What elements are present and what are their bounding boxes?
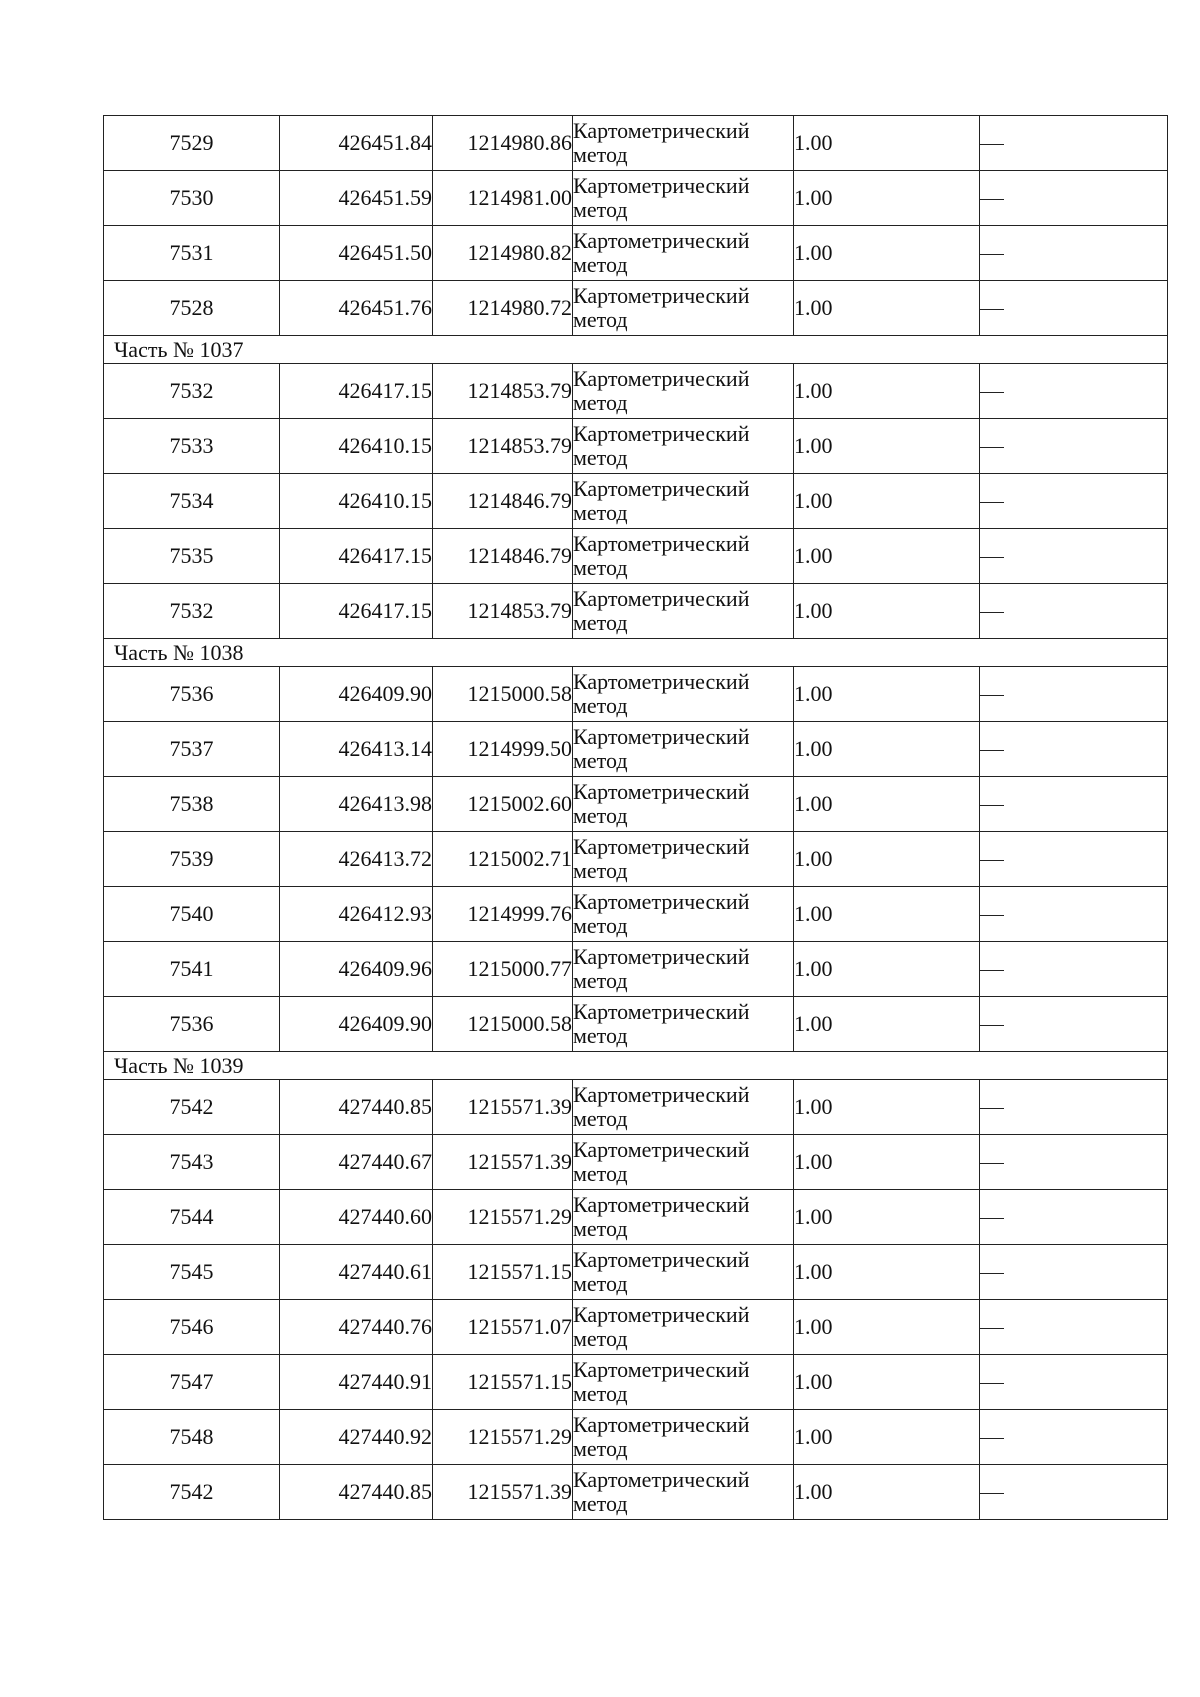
y-coordinate-cell: 1215000.58 <box>433 667 573 722</box>
y-coordinate-cell: 1215000.58 <box>433 997 573 1052</box>
point-number-cell: 7528 <box>104 281 280 336</box>
method-cell: Картометрический метод <box>573 1190 794 1245</box>
method-cell: Картометрический метод <box>573 116 794 171</box>
y-coordinate-cell: 1215571.15 <box>433 1355 573 1410</box>
description-cell <box>980 1245 1168 1300</box>
description-cell <box>980 942 1168 997</box>
table-row <box>104 584 1168 639</box>
point-number-cell: 7544 <box>104 1190 280 1245</box>
accuracy-cell: 1.00 <box>794 419 980 474</box>
dash-mark <box>980 970 1004 971</box>
x-coordinate-cell: 427440.67 <box>280 1135 433 1190</box>
description-cell <box>980 1410 1168 1465</box>
dash-mark <box>980 199 1004 200</box>
coordinates-table <box>103 115 1168 1520</box>
x-coordinate-cell: 426417.15 <box>280 529 433 584</box>
method-cell: Картометрический метод <box>573 226 794 281</box>
y-coordinate-cell: 1215571.39 <box>433 1080 573 1135</box>
description-cell <box>980 281 1168 336</box>
y-coordinate-cell: 1214999.50 <box>433 722 573 777</box>
y-coordinate-cell: 1215571.15 <box>433 1245 573 1300</box>
method-cell: Картометрический метод <box>573 529 794 584</box>
point-number-cell: 7533 <box>104 419 280 474</box>
y-coordinate-cell: 1214846.79 <box>433 474 573 529</box>
description-cell <box>980 474 1168 529</box>
accuracy-cell: 1.00 <box>794 1190 980 1245</box>
table-row <box>104 1190 1168 1245</box>
description-cell <box>980 529 1168 584</box>
x-coordinate-cell: 426451.59 <box>280 171 433 226</box>
accuracy-cell: 1.00 <box>794 942 980 997</box>
accuracy-cell: 1.00 <box>794 529 980 584</box>
point-number-cell: 7529 <box>104 116 280 171</box>
point-number-cell: 7530 <box>104 171 280 226</box>
method-cell: Картометрический метод <box>573 1465 794 1520</box>
dash-mark <box>980 915 1004 916</box>
table-row <box>104 529 1168 584</box>
table-row <box>104 1245 1168 1300</box>
x-coordinate-cell: 426413.72 <box>280 832 433 887</box>
point-number-cell: 7542 <box>104 1465 280 1520</box>
description-cell <box>980 1300 1168 1355</box>
y-coordinate-cell: 1215571.39 <box>433 1135 573 1190</box>
method-cell: Картометрический метод <box>573 474 794 529</box>
method-cell: Картометрический метод <box>573 942 794 997</box>
y-coordinate-cell: 1215002.71 <box>433 832 573 887</box>
x-coordinate-cell: 426409.90 <box>280 667 433 722</box>
description-cell <box>980 584 1168 639</box>
description-cell <box>980 667 1168 722</box>
part-header-row <box>104 639 1168 667</box>
x-coordinate-cell: 426413.14 <box>280 722 433 777</box>
y-coordinate-cell: 1214980.72 <box>433 281 573 336</box>
description-cell <box>980 116 1168 171</box>
x-coordinate-cell: 426410.15 <box>280 419 433 474</box>
description-cell <box>980 832 1168 887</box>
dash-mark <box>980 1108 1004 1109</box>
point-number-cell: 7537 <box>104 722 280 777</box>
accuracy-cell: 1.00 <box>794 281 980 336</box>
description-cell <box>980 171 1168 226</box>
method-cell: Картометрический метод <box>573 281 794 336</box>
accuracy-cell: 1.00 <box>794 997 980 1052</box>
table-row <box>104 419 1168 474</box>
point-number-cell: 7539 <box>104 832 280 887</box>
method-cell: Картометрический метод <box>573 832 794 887</box>
accuracy-cell: 1.00 <box>794 1355 980 1410</box>
table-row <box>104 667 1168 722</box>
table-row <box>104 1465 1168 1520</box>
accuracy-cell: 1.00 <box>794 667 980 722</box>
x-coordinate-cell: 426417.15 <box>280 364 433 419</box>
x-coordinate-cell: 427440.92 <box>280 1410 433 1465</box>
x-coordinate-cell: 427440.60 <box>280 1190 433 1245</box>
accuracy-cell: 1.00 <box>794 116 980 171</box>
method-cell: Картометрический метод <box>573 584 794 639</box>
method-cell: Картометрический метод <box>573 1245 794 1300</box>
part-header-row <box>104 1052 1168 1080</box>
table-row <box>104 997 1168 1052</box>
accuracy-cell: 1.00 <box>794 887 980 942</box>
table-row <box>104 226 1168 281</box>
description-cell <box>980 1190 1168 1245</box>
x-coordinate-cell: 426451.84 <box>280 116 433 171</box>
x-coordinate-cell: 427440.61 <box>280 1245 433 1300</box>
x-coordinate-cell: 426417.15 <box>280 584 433 639</box>
dash-mark <box>980 805 1004 806</box>
accuracy-cell: 1.00 <box>794 1410 980 1465</box>
y-coordinate-cell: 1215571.07 <box>433 1300 573 1355</box>
description-cell <box>980 1465 1168 1520</box>
method-cell: Картометрический метод <box>573 667 794 722</box>
dash-mark <box>980 1328 1004 1329</box>
method-cell: Картометрический метод <box>573 1080 794 1135</box>
table-row <box>104 777 1168 832</box>
accuracy-cell: 1.00 <box>794 722 980 777</box>
table-row <box>104 722 1168 777</box>
method-cell: Картометрический метод <box>573 1300 794 1355</box>
accuracy-cell: 1.00 <box>794 364 980 419</box>
y-coordinate-cell: 1215000.77 <box>433 942 573 997</box>
point-number-cell: 7536 <box>104 667 280 722</box>
dash-mark <box>980 750 1004 751</box>
y-coordinate-cell: 1215571.39 <box>433 1465 573 1520</box>
y-coordinate-cell: 1214981.00 <box>433 171 573 226</box>
dash-mark <box>980 309 1004 310</box>
accuracy-cell: 1.00 <box>794 584 980 639</box>
description-cell <box>980 419 1168 474</box>
accuracy-cell: 1.00 <box>794 832 980 887</box>
x-coordinate-cell: 426410.15 <box>280 474 433 529</box>
method-cell: Картометрический метод <box>573 1135 794 1190</box>
y-coordinate-cell: 1215571.29 <box>433 1410 573 1465</box>
point-number-cell: 7546 <box>104 1300 280 1355</box>
y-coordinate-cell: 1215002.60 <box>433 777 573 832</box>
dash-mark <box>980 1218 1004 1219</box>
point-number-cell: 7532 <box>104 584 280 639</box>
description-cell <box>980 887 1168 942</box>
table-row <box>104 1355 1168 1410</box>
y-coordinate-cell: 1215571.29 <box>433 1190 573 1245</box>
method-cell: Картометрический метод <box>573 887 794 942</box>
table-row <box>104 832 1168 887</box>
accuracy-cell: 1.00 <box>794 1080 980 1135</box>
description-cell <box>980 1135 1168 1190</box>
dash-mark <box>980 1025 1004 1026</box>
table-row <box>104 116 1168 171</box>
dash-mark <box>980 1163 1004 1164</box>
table-row <box>104 1410 1168 1465</box>
accuracy-cell: 1.00 <box>794 1245 980 1300</box>
part-label: Часть № 1037 <box>104 336 1168 364</box>
accuracy-cell: 1.00 <box>794 1465 980 1520</box>
dash-mark <box>980 254 1004 255</box>
accuracy-cell: 1.00 <box>794 226 980 281</box>
description-cell <box>980 722 1168 777</box>
method-cell: Картометрический метод <box>573 419 794 474</box>
method-cell: Картометрический метод <box>573 364 794 419</box>
point-number-cell: 7532 <box>104 364 280 419</box>
point-number-cell: 7541 <box>104 942 280 997</box>
description-cell <box>980 997 1168 1052</box>
dash-mark <box>980 392 1004 393</box>
y-coordinate-cell: 1214853.79 <box>433 584 573 639</box>
accuracy-cell: 1.00 <box>794 1135 980 1190</box>
dash-mark <box>980 1438 1004 1439</box>
x-coordinate-cell: 427440.76 <box>280 1300 433 1355</box>
description-cell <box>980 1355 1168 1410</box>
dash-mark <box>980 860 1004 861</box>
x-coordinate-cell: 426409.90 <box>280 997 433 1052</box>
table-row <box>104 474 1168 529</box>
accuracy-cell: 1.00 <box>794 474 980 529</box>
description-cell <box>980 226 1168 281</box>
table-row <box>104 887 1168 942</box>
method-cell: Картометрический метод <box>573 997 794 1052</box>
table-row <box>104 1300 1168 1355</box>
dash-mark <box>980 612 1004 613</box>
table-row <box>104 281 1168 336</box>
dash-mark <box>980 557 1004 558</box>
point-number-cell: 7534 <box>104 474 280 529</box>
point-number-cell: 7543 <box>104 1135 280 1190</box>
accuracy-cell: 1.00 <box>794 1300 980 1355</box>
table-row <box>104 364 1168 419</box>
x-coordinate-cell: 426451.50 <box>280 226 433 281</box>
dash-mark <box>980 144 1004 145</box>
description-cell <box>980 364 1168 419</box>
part-label: Часть № 1038 <box>104 639 1168 667</box>
x-coordinate-cell: 427440.91 <box>280 1355 433 1410</box>
point-number-cell: 7542 <box>104 1080 280 1135</box>
y-coordinate-cell: 1214999.76 <box>433 887 573 942</box>
y-coordinate-cell: 1214980.82 <box>433 226 573 281</box>
x-coordinate-cell: 426413.98 <box>280 777 433 832</box>
description-cell <box>980 1080 1168 1135</box>
point-number-cell: 7531 <box>104 226 280 281</box>
x-coordinate-cell: 427440.85 <box>280 1080 433 1135</box>
dash-mark <box>980 447 1004 448</box>
x-coordinate-cell: 427440.85 <box>280 1465 433 1520</box>
dash-mark <box>980 502 1004 503</box>
point-number-cell: 7545 <box>104 1245 280 1300</box>
accuracy-cell: 1.00 <box>794 777 980 832</box>
dash-mark <box>980 1383 1004 1384</box>
y-coordinate-cell: 1214846.79 <box>433 529 573 584</box>
point-number-cell: 7535 <box>104 529 280 584</box>
dash-mark <box>980 1493 1004 1494</box>
dash-mark <box>980 695 1004 696</box>
x-coordinate-cell: 426451.76 <box>280 281 433 336</box>
part-label: Часть № 1039 <box>104 1052 1168 1080</box>
part-header-row <box>104 336 1168 364</box>
point-number-cell: 7540 <box>104 887 280 942</box>
method-cell: Картометрический метод <box>573 1355 794 1410</box>
method-cell: Картометрический метод <box>573 777 794 832</box>
table-row <box>104 942 1168 997</box>
accuracy-cell: 1.00 <box>794 171 980 226</box>
x-coordinate-cell: 426409.96 <box>280 942 433 997</box>
point-number-cell: 7536 <box>104 997 280 1052</box>
point-number-cell: 7547 <box>104 1355 280 1410</box>
method-cell: Картометрический метод <box>573 1410 794 1465</box>
method-cell: Картометрический метод <box>573 171 794 226</box>
x-coordinate-cell: 426412.93 <box>280 887 433 942</box>
description-cell <box>980 777 1168 832</box>
table-row <box>104 1080 1168 1135</box>
point-number-cell: 7548 <box>104 1410 280 1465</box>
table-row <box>104 1135 1168 1190</box>
y-coordinate-cell: 1214980.86 <box>433 116 573 171</box>
table-row <box>104 171 1168 226</box>
y-coordinate-cell: 1214853.79 <box>433 364 573 419</box>
coordinates-table-body <box>104 116 1168 1520</box>
dash-mark <box>980 1273 1004 1274</box>
method-cell: Картометрический метод <box>573 722 794 777</box>
point-number-cell: 7538 <box>104 777 280 832</box>
y-coordinate-cell: 1214853.79 <box>433 419 573 474</box>
